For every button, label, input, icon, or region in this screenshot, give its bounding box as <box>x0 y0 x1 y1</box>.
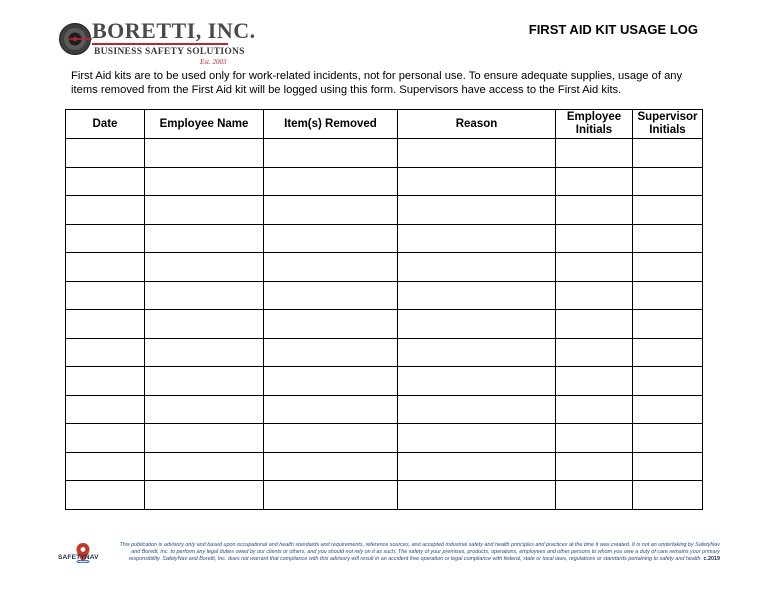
log-cell[interactable] <box>66 338 145 367</box>
table-row <box>66 224 703 253</box>
established-year: Est. 2003 <box>200 58 227 66</box>
log-cell[interactable] <box>145 196 264 225</box>
table-row <box>66 481 703 510</box>
column-header-reason: Reason <box>398 110 556 139</box>
log-cell[interactable] <box>264 367 398 396</box>
log-cell[interactable] <box>398 338 556 367</box>
log-cell[interactable] <box>66 367 145 396</box>
log-cell[interactable] <box>264 452 398 481</box>
log-cell[interactable] <box>633 367 703 396</box>
table-row <box>66 196 703 225</box>
log-cell[interactable] <box>398 395 556 424</box>
table-row <box>66 167 703 196</box>
log-cell[interactable] <box>145 167 264 196</box>
log-cell[interactable] <box>398 196 556 225</box>
table-row <box>66 310 703 339</box>
log-cell[interactable] <box>633 424 703 453</box>
usage-log-table <box>65 109 703 510</box>
table-row <box>66 281 703 310</box>
column-header-employee-initials: Employee Initials <box>556 110 633 139</box>
log-cell[interactable] <box>633 310 703 339</box>
intro-text: First Aid kits are to be used only for work-related incidents, not for personal use. To ensure adequate supplies, usage of any items removed from the First Aid kit will be logged using this form. Supervisors have access to the First Aid kits. <box>71 70 683 96</box>
log-cell[interactable] <box>145 310 264 339</box>
log-cell[interactable] <box>264 253 398 282</box>
log-cell[interactable] <box>633 253 703 282</box>
log-cell[interactable] <box>556 424 633 453</box>
copyright-year: c.2019 <box>703 556 720 562</box>
log-cell[interactable] <box>556 452 633 481</box>
form-title: FIRST AID KIT USAGE LOG <box>528 22 698 37</box>
table-header-row <box>66 110 703 139</box>
log-cell[interactable] <box>398 224 556 253</box>
disclaimer-text <box>112 542 720 563</box>
log-cell[interactable] <box>264 395 398 424</box>
table-row <box>66 424 703 453</box>
log-cell[interactable] <box>264 139 398 168</box>
table-row <box>66 253 703 282</box>
column-header-items-removed: Item(s) Removed <box>264 110 398 139</box>
log-cell[interactable] <box>66 196 145 225</box>
table-body <box>66 139 703 510</box>
log-cell[interactable] <box>66 452 145 481</box>
table-row <box>66 139 703 168</box>
log-cell[interactable] <box>264 167 398 196</box>
log-cell[interactable] <box>556 196 633 225</box>
log-cell[interactable] <box>264 424 398 453</box>
table-row <box>66 452 703 481</box>
log-cell[interactable] <box>398 367 556 396</box>
table-row <box>66 395 703 424</box>
log-cell[interactable] <box>145 395 264 424</box>
log-cell[interactable] <box>633 224 703 253</box>
log-cell[interactable] <box>145 281 264 310</box>
safetynav-wordmark: SAFETYNAV <box>58 554 99 561</box>
log-cell[interactable] <box>556 367 633 396</box>
disclaimer-body: This publication is advisory only and based upon occupational and health standards and requirements, reference sources, and accepted industrial safety and health principles and practices at the time it was created. It is not an undertaking by SafetyNav and Boretti, Inc. to perform any legal duties owed by our clients or others, and you should not rely on it as such. The safety of your premises, products, operations, employees and other persons to whom you owe a duty of care remains your primary responsibility. SafetyNav and Boretti, Inc. does not warrant that compliance with this advisory will result in an accident free operation or legal compliance with federal, state or local laws, regulations or standards pertaining to safety and health. <box>119 542 720 562</box>
column-header-employee-name: Employee Name <box>145 110 264 139</box>
log-cell[interactable] <box>398 310 556 339</box>
log-cell[interactable] <box>398 452 556 481</box>
log-cell[interactable] <box>556 281 633 310</box>
log-cell[interactable] <box>633 452 703 481</box>
log-cell[interactable] <box>633 338 703 367</box>
table-row <box>66 338 703 367</box>
company-name: BORETTI, INC. <box>92 18 256 43</box>
log-cell[interactable] <box>145 224 264 253</box>
log-cell[interactable] <box>633 281 703 310</box>
log-cell[interactable] <box>556 224 633 253</box>
log-cell[interactable] <box>66 224 145 253</box>
log-cell[interactable] <box>398 253 556 282</box>
globe-logo-icon <box>58 22 92 56</box>
log-cell[interactable] <box>556 338 633 367</box>
log-cell[interactable] <box>398 424 556 453</box>
log-cell[interactable] <box>556 139 633 168</box>
column-header-supervisor-initials: Supervisor Initials <box>633 110 703 139</box>
safetynav-logo <box>58 543 110 571</box>
log-cell[interactable] <box>66 253 145 282</box>
company-logo <box>58 16 256 66</box>
log-cell[interactable] <box>556 395 633 424</box>
log-cell[interactable] <box>145 481 264 510</box>
log-cell[interactable] <box>398 281 556 310</box>
log-cell[interactable] <box>145 338 264 367</box>
log-cell[interactable] <box>556 167 633 196</box>
log-cell[interactable] <box>66 424 145 453</box>
log-cell[interactable] <box>398 167 556 196</box>
log-cell[interactable] <box>556 481 633 510</box>
company-tagline: BUSINESS SAFETY SOLUTIONS <box>94 47 245 57</box>
log-cell[interactable] <box>398 139 556 168</box>
log-cell[interactable] <box>633 167 703 196</box>
log-cell[interactable] <box>264 196 398 225</box>
column-header-date: Date <box>66 110 145 139</box>
log-cell[interactable] <box>264 281 398 310</box>
log-cell[interactable] <box>633 139 703 168</box>
log-cell[interactable] <box>633 481 703 510</box>
log-cell[interactable] <box>556 253 633 282</box>
log-cell[interactable] <box>398 481 556 510</box>
log-cell[interactable] <box>264 224 398 253</box>
table-row <box>66 367 703 396</box>
log-cell[interactable] <box>633 395 703 424</box>
log-cell[interactable] <box>66 281 145 310</box>
log-cell[interactable] <box>145 253 264 282</box>
log-cell[interactable] <box>556 310 633 339</box>
log-cell[interactable] <box>66 167 145 196</box>
log-cell[interactable] <box>264 481 398 510</box>
log-cell[interactable] <box>145 424 264 453</box>
log-cell[interactable] <box>66 139 145 168</box>
log-cell[interactable] <box>264 338 398 367</box>
log-cell[interactable] <box>145 367 264 396</box>
log-cell[interactable] <box>145 452 264 481</box>
log-cell[interactable] <box>66 481 145 510</box>
log-cell[interactable] <box>66 395 145 424</box>
log-cell[interactable] <box>633 196 703 225</box>
log-cell[interactable] <box>145 139 264 168</box>
log-cell[interactable] <box>264 310 398 339</box>
logo-rule <box>92 43 228 45</box>
log-cell[interactable] <box>66 310 145 339</box>
